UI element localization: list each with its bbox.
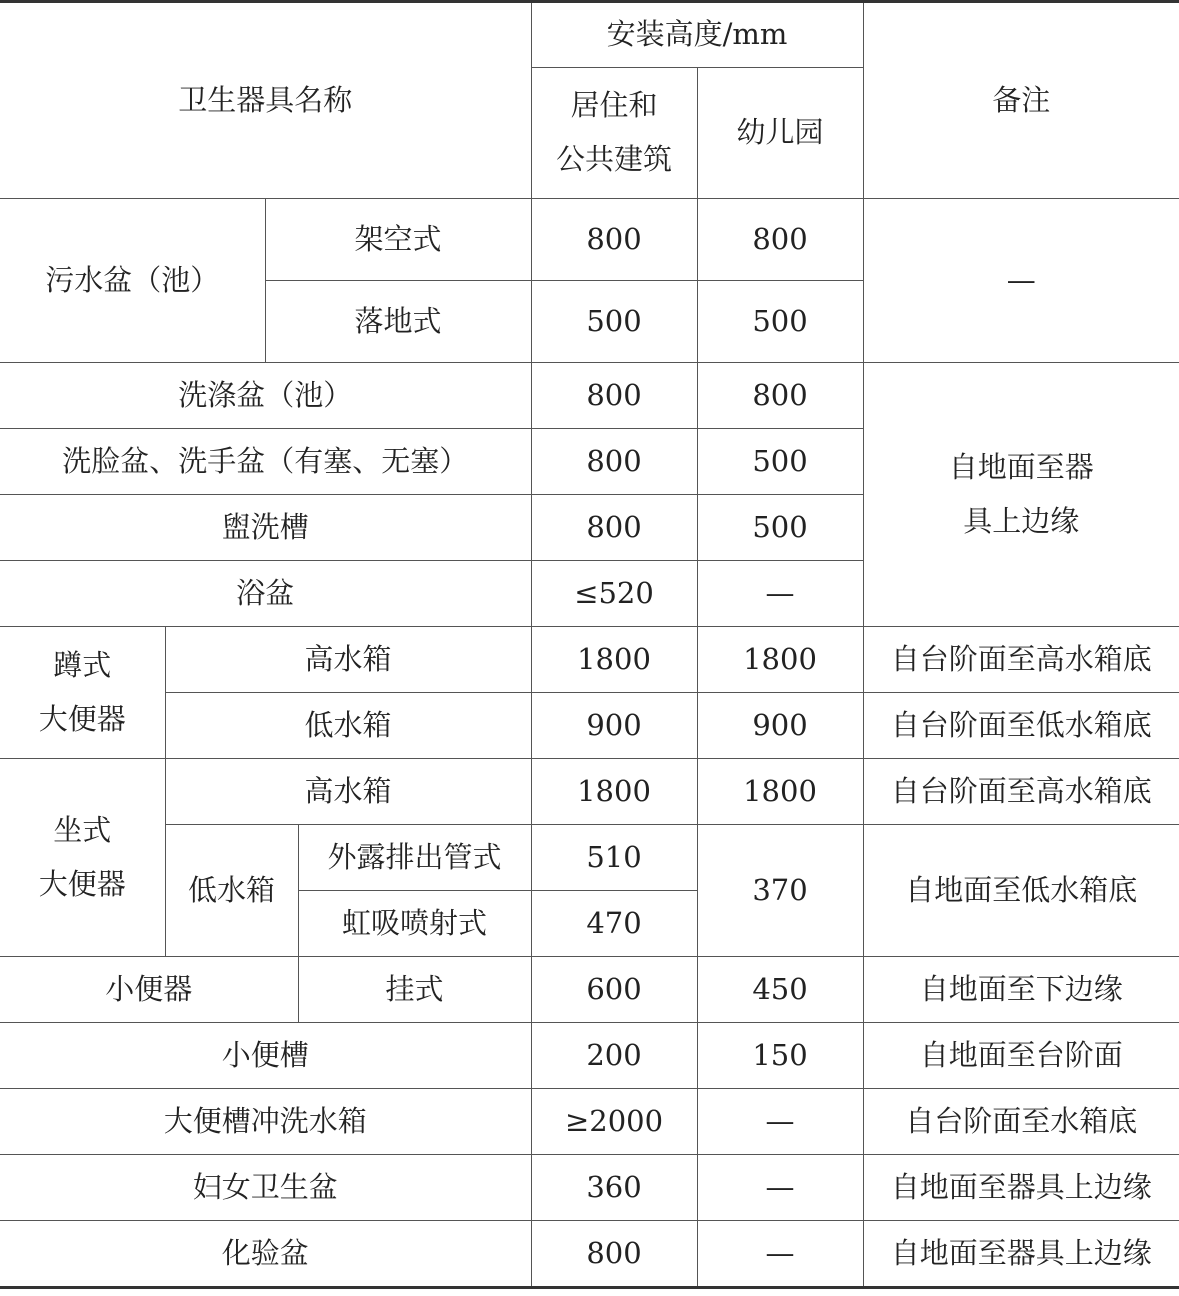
squat-low-tank-type: 低水箱 bbox=[165, 693, 531, 759]
sitting-siphon-type: 虹吸喷射式 bbox=[298, 891, 531, 957]
bathtub-kindergarten: — bbox=[697, 561, 863, 627]
wash-trough-residential: 800 bbox=[531, 495, 697, 561]
sitting-toilet-name-line2: 大便器 bbox=[38, 866, 126, 901]
wash-tub-kindergarten: 800 bbox=[697, 363, 863, 429]
lab-sink-remark: 自地面至器具上边缘 bbox=[863, 1221, 1179, 1288]
sitting-low-tank-kindergarten: 370 bbox=[697, 825, 863, 957]
basin-group-remark bbox=[863, 363, 1179, 627]
sitting-high-tank-type: 高水箱 bbox=[165, 759, 531, 825]
header-install-height: 安装高度/mm bbox=[531, 2, 863, 68]
sitting-toilet-name bbox=[0, 759, 165, 957]
urinal-name: 小便器 bbox=[0, 957, 298, 1023]
flush-tank-name: 大便槽冲洗水箱 bbox=[0, 1089, 531, 1155]
sitting-toilet-name-line1: 坐式 bbox=[53, 812, 112, 847]
sitting-low-tank-remark: 自地面至低水箱底 bbox=[863, 825, 1179, 957]
lab-sink-kindergarten: — bbox=[697, 1221, 863, 1288]
urinal-trough-remark: 自地面至台阶面 bbox=[863, 1023, 1179, 1089]
wash-basin-name: 洗脸盆、洗手盆（有塞、无塞） bbox=[0, 429, 531, 495]
header-residential-line1: 居住和 bbox=[570, 88, 658, 123]
bidet-name: 妇女卫生盆 bbox=[0, 1155, 531, 1221]
urinal-remark: 自地面至下边缘 bbox=[863, 957, 1179, 1023]
squat-low-tank-residential: 900 bbox=[531, 693, 697, 759]
header-remarks: 备注 bbox=[863, 2, 1179, 199]
sewage-basin-remark: — bbox=[863, 199, 1179, 363]
wash-tub-residential: 800 bbox=[531, 363, 697, 429]
squat-high-tank-residential: 1800 bbox=[531, 627, 697, 693]
header-residential bbox=[531, 68, 697, 199]
squat-toilet-name bbox=[0, 627, 165, 759]
sitting-exposed-residential: 510 bbox=[531, 825, 697, 891]
squat-low-tank-kindergarten: 900 bbox=[697, 693, 863, 759]
bathtub-name: 浴盆 bbox=[0, 561, 531, 627]
wash-tub-name: 洗涤盆（池） bbox=[0, 363, 531, 429]
urinal-trough-residential: 200 bbox=[531, 1023, 697, 1089]
squat-high-tank-type: 高水箱 bbox=[165, 627, 531, 693]
squat-high-tank-kindergarten: 1800 bbox=[697, 627, 863, 693]
wash-trough-kindergarten: 500 bbox=[697, 495, 863, 561]
bidet-remark: 自地面至器具上边缘 bbox=[863, 1155, 1179, 1221]
sewage-basin-floor-residential: 500 bbox=[531, 281, 697, 363]
squat-high-tank-remark: 自台阶面至高水箱底 bbox=[863, 627, 1179, 693]
sewage-basin-floor-type: 落地式 bbox=[265, 281, 531, 363]
sewage-basin-overhead-residential: 800 bbox=[531, 199, 697, 281]
wash-trough-name: 盥洗槽 bbox=[0, 495, 531, 561]
urinal-trough-kindergarten: 150 bbox=[697, 1023, 863, 1089]
sitting-exposed-type: 外露排出管式 bbox=[298, 825, 531, 891]
urinal-type: 挂式 bbox=[298, 957, 531, 1023]
sewage-basin-floor-kindergarten: 500 bbox=[697, 281, 863, 363]
sitting-high-tank-residential: 1800 bbox=[531, 759, 697, 825]
sitting-siphon-residential: 470 bbox=[531, 891, 697, 957]
urinal-trough-name: 小便槽 bbox=[0, 1023, 531, 1089]
squat-toilet-name-line2: 大便器 bbox=[38, 701, 126, 736]
flush-tank-residential: ≥2000 bbox=[531, 1089, 697, 1155]
header-fixture-name: 卫生器具名称 bbox=[0, 2, 531, 199]
sitting-high-tank-remark: 自台阶面至高水箱底 bbox=[863, 759, 1179, 825]
sewage-basin-overhead-kindergarten: 800 bbox=[697, 199, 863, 281]
urinal-residential: 600 bbox=[531, 957, 697, 1023]
flush-tank-kindergarten: — bbox=[697, 1089, 863, 1155]
bathtub-residential: ≤520 bbox=[531, 561, 697, 627]
squat-low-tank-remark: 自台阶面至低水箱底 bbox=[863, 693, 1179, 759]
bidet-kindergarten: — bbox=[697, 1155, 863, 1221]
lab-sink-name: 化验盆 bbox=[0, 1221, 531, 1288]
sewage-basin-name: 污水盆（池） bbox=[0, 199, 265, 363]
lab-sink-residential: 800 bbox=[531, 1221, 697, 1288]
wash-basin-kindergarten: 500 bbox=[697, 429, 863, 495]
header-kindergarten: 幼儿园 bbox=[697, 68, 863, 199]
basin-group-remark-line1: 自地面至器 bbox=[948, 449, 1094, 484]
bidet-residential: 360 bbox=[531, 1155, 697, 1221]
basin-group-remark-line2: 具上边缘 bbox=[963, 503, 1080, 538]
urinal-kindergarten: 450 bbox=[697, 957, 863, 1023]
wash-basin-residential: 800 bbox=[531, 429, 697, 495]
sitting-low-tank-label: 低水箱 bbox=[165, 825, 298, 957]
flush-tank-remark: 自台阶面至水箱底 bbox=[863, 1089, 1179, 1155]
sewage-basin-overhead-type: 架空式 bbox=[265, 199, 531, 281]
sitting-high-tank-kindergarten: 1800 bbox=[697, 759, 863, 825]
squat-toilet-name-line1: 蹲式 bbox=[53, 647, 112, 682]
header-residential-line2: 公共建筑 bbox=[556, 142, 673, 176]
